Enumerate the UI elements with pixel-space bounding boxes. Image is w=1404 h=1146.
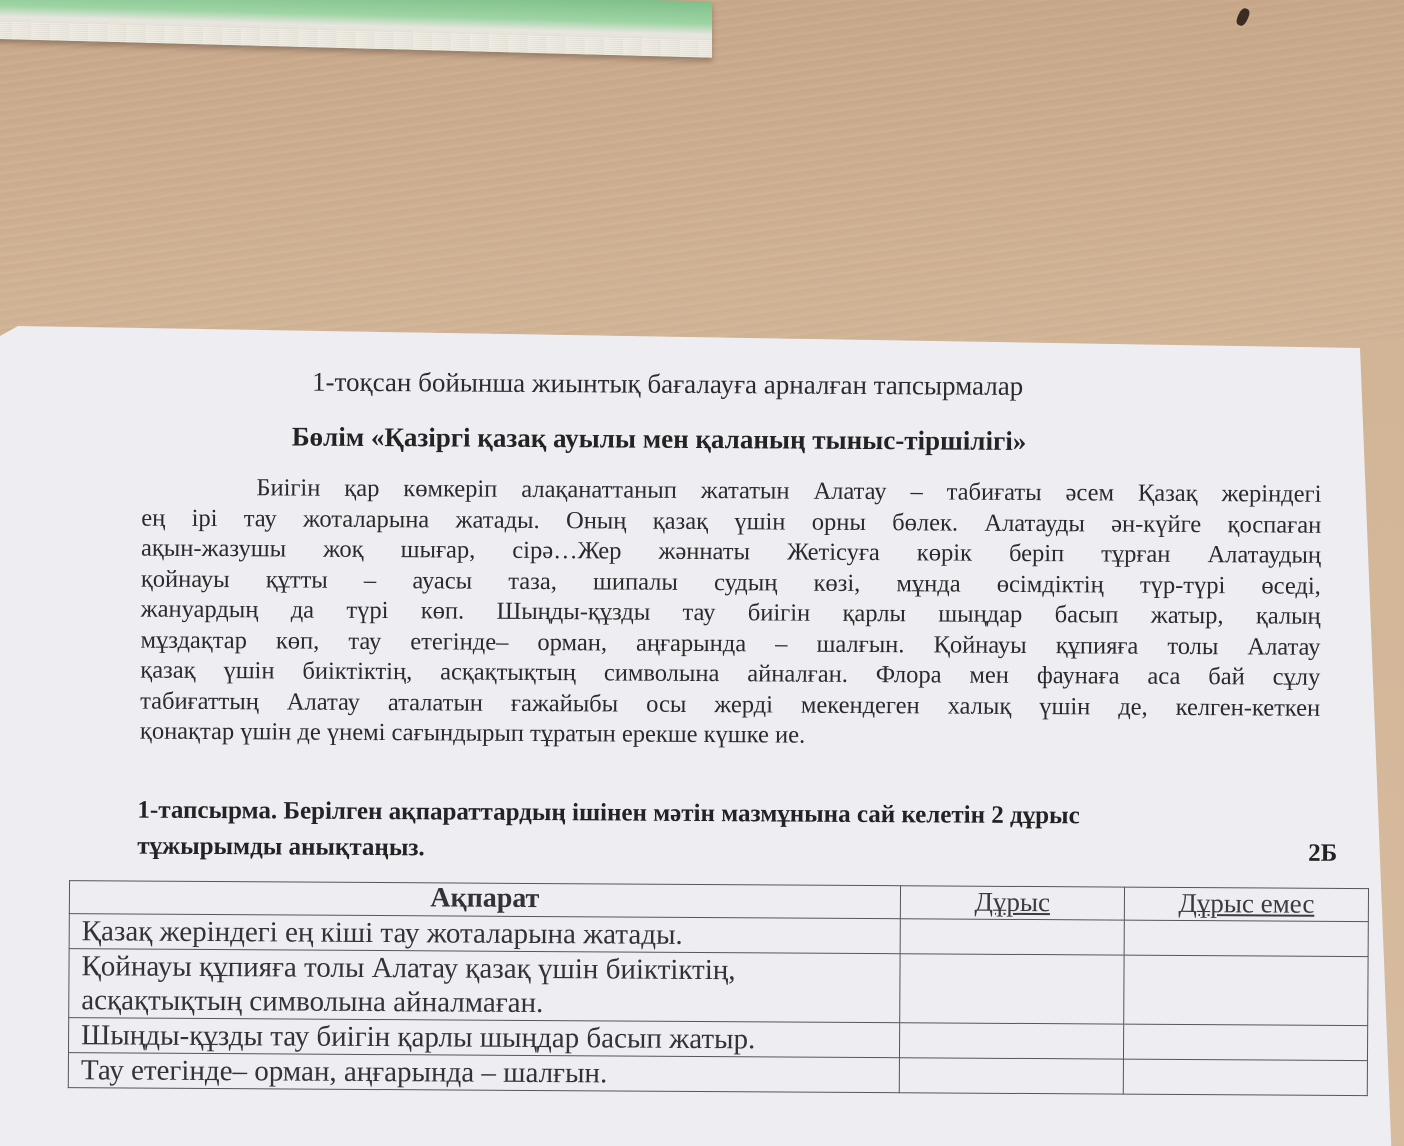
section-title: Бөлім «Қазіргі қазақ ауылы мен қаланың тыныс-тіршілігі» [291, 421, 1027, 456]
statement-line: асқақтықтың символына айналмаған. [81, 984, 544, 1020]
task-points: 2Б [1308, 839, 1338, 867]
paragraph-line: ең ірі тау жоталарына жатады. Оның қазақ үшін орны бөлек. Алатауды ән-күйге қоспаған [141, 504, 1322, 539]
statement-line: Қойнауы құпияға толы Алатау қазақ үшін биіктіктің, [81, 950, 736, 987]
statement-cell [69, 949, 900, 1023]
paragraph-line: табиғаттың Алатау аталатын ғажайыбы осы жерді мекендеген халық үшін де, келген-кеткен [140, 687, 1321, 722]
incorrect-cell[interactable] [1123, 1024, 1367, 1060]
header-info: Ақпарат [69, 881, 900, 919]
correct-cell[interactable] [899, 1058, 1123, 1094]
incorrect-cell[interactable] [1124, 920, 1368, 956]
text-paragraph [140, 473, 1322, 755]
task-line-1: 1-тапсырма. Берілген ақпараттардың ішінен мәтін мазмұнына сай келетін 2 дұрыс [137, 796, 1080, 830]
header-correct: Дұрыс [900, 886, 1124, 920]
paragraph-line: ақын-жазушы жоқ шығар, сірә…Жер жәннаты Жетісуға көрік беріп тұрған Алатаудың [140, 534, 1322, 569]
paragraph-line: қонақтар үшін де үнемі сағындырып тұратын ерекше күшке ие. [139, 717, 806, 749]
table-row [69, 949, 1368, 1026]
answer-table [68, 880, 1369, 1096]
document-heading: 1-тоқсан бойынша жиынтық бағалауға арналған тапсырмалар [312, 366, 1024, 401]
correct-cell[interactable] [899, 954, 1124, 1024]
paragraph-line: Биігін қар көмкеріп алақанаттанып жататын Алатау – табиғаты әсем Қазақ жеріндегі [256, 474, 1322, 508]
correct-cell[interactable] [899, 1023, 1123, 1059]
statement-cell: Қазақ жеріндегі ең кіші тау жоталарына жатады. [69, 914, 900, 954]
table-row [68, 1053, 1367, 1096]
incorrect-cell[interactable] [1124, 955, 1368, 1025]
correct-cell[interactable] [900, 919, 1124, 955]
paragraph-line: қазақ үшін биіктіктің, асқақтықтың символына айналған. Флора мен фаунаға аса бай сұлу [140, 656, 1321, 691]
statement-cell: Шыңды-құзды тау биігін қарлы шыңдар басып жатыр. [68, 1018, 899, 1058]
paragraph-line: мұздақтар көп, тау етегінде– орман, аңғарында – шалғын. Қойнауы құпияға толы Алатау [140, 626, 1321, 661]
header-incorrect: Дұрыс емес [1124, 887, 1368, 921]
paragraph-line: қойнауы құтты – ауасы таза, шипалы судың көзі, мұнда өсімдіктің түр-түрі өседі, [140, 565, 1321, 600]
incorrect-cell[interactable] [1123, 1059, 1367, 1095]
document-content [0, 322, 1404, 1146]
paragraph-line: жануардың да түрі көп. Шыңды-құзды тау биігін қарлы шыңдар басып жатыр, қалың [140, 595, 1321, 630]
task-instruction [137, 793, 1337, 872]
task-line-2: тұжырымды анықтаңыз. [137, 832, 425, 862]
statement-cell: Тау етегінде– орман, аңғарында – шалғын. [68, 1053, 899, 1093]
